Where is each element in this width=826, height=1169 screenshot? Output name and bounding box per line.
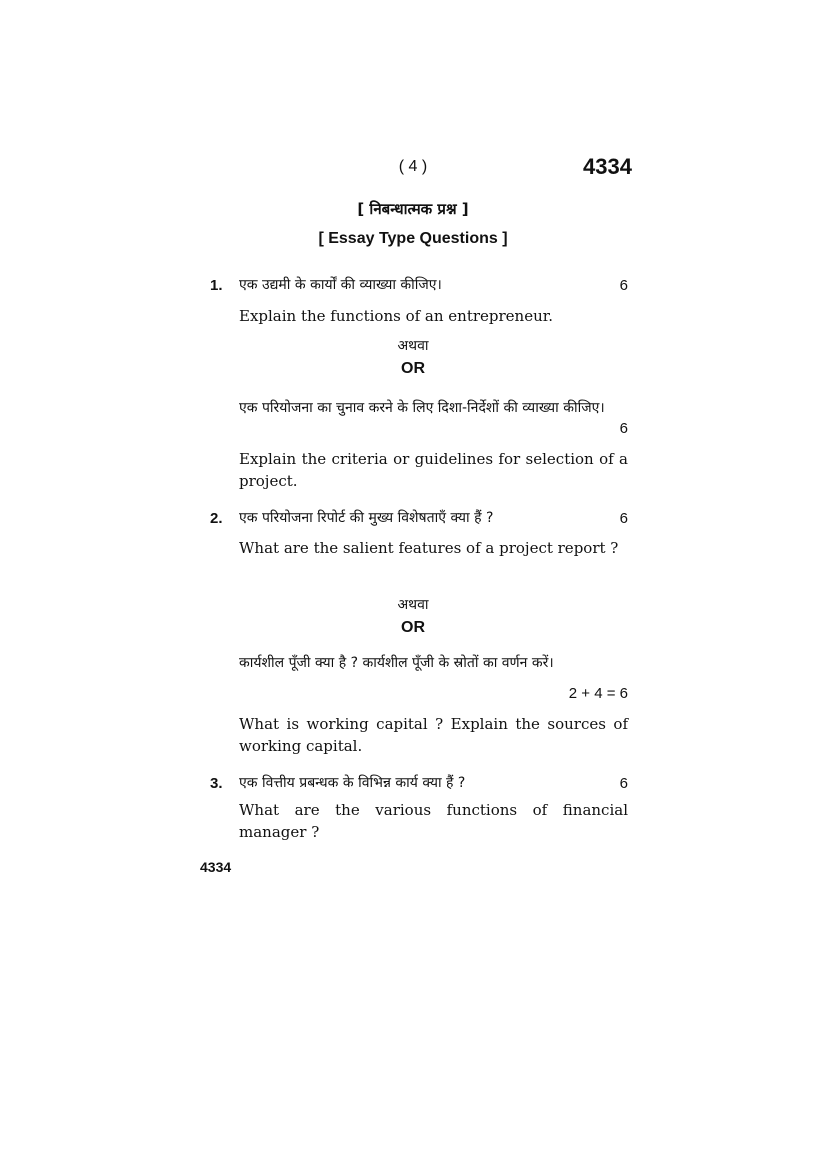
question-text-english: What are the various functions of financial manager ? bbox=[239, 801, 628, 841]
alternate-text-hindi: कार्यशील पूँजी क्या है ? कार्यशील पूँजी के स्रोतों का वर्णन करें। bbox=[239, 655, 554, 671]
paper-code-top: 4334 bbox=[583, 154, 632, 179]
alternate-marks: 6 bbox=[619, 420, 628, 437]
section-title-hindi: [ निबन्धात्मक प्रश्न ] bbox=[357, 200, 469, 218]
question-marks: 6 bbox=[619, 775, 628, 792]
question-number: 1. bbox=[210, 277, 223, 294]
or-label-hindi: अथवा bbox=[397, 338, 429, 354]
section-title-english: [ Essay Type Questions ] bbox=[318, 230, 508, 247]
question-text-english: What are the salient features of a project report ? bbox=[239, 539, 619, 557]
question-number: 3. bbox=[210, 775, 223, 792]
question-text-english: Explain the functions of an entrepreneur. bbox=[239, 307, 554, 325]
or-label-english: OR bbox=[401, 619, 425, 636]
paper-code-bottom: 4334 bbox=[200, 859, 232, 875]
question-text-hindi: एक उद्यमी के कार्यों की व्याख्या कीजिए। bbox=[239, 277, 442, 293]
page-number: ( 4 ) bbox=[398, 158, 428, 175]
question-marks: 6 bbox=[619, 277, 628, 294]
question-marks: 6 bbox=[619, 510, 628, 527]
alternate-text-hindi: एक परियोजना का चुनाव करने के लिए दिशा-निर्देशों की व्याख्या कीजिए। bbox=[239, 400, 605, 416]
question-number: 2. bbox=[210, 510, 223, 527]
or-label-english: OR bbox=[401, 360, 425, 377]
alternate-text-english: What is working capital ? Explain the sources of working capital. bbox=[239, 715, 628, 755]
question-text-hindi: एक वित्तीय प्रबन्धक के विभिन्न कार्य क्या हैं ? bbox=[239, 775, 466, 791]
alternate-marks: 2 + 4 = 6 bbox=[568, 685, 628, 702]
or-label-hindi: अथवा bbox=[397, 597, 429, 613]
alternate-text-english: Explain the criteria or guidelines for selection of a project. bbox=[239, 450, 628, 490]
question-text-hindi: एक परियोजना रिपोर्ट की मुख्य विशेषताएँ क्या हैं ? bbox=[239, 510, 494, 526]
